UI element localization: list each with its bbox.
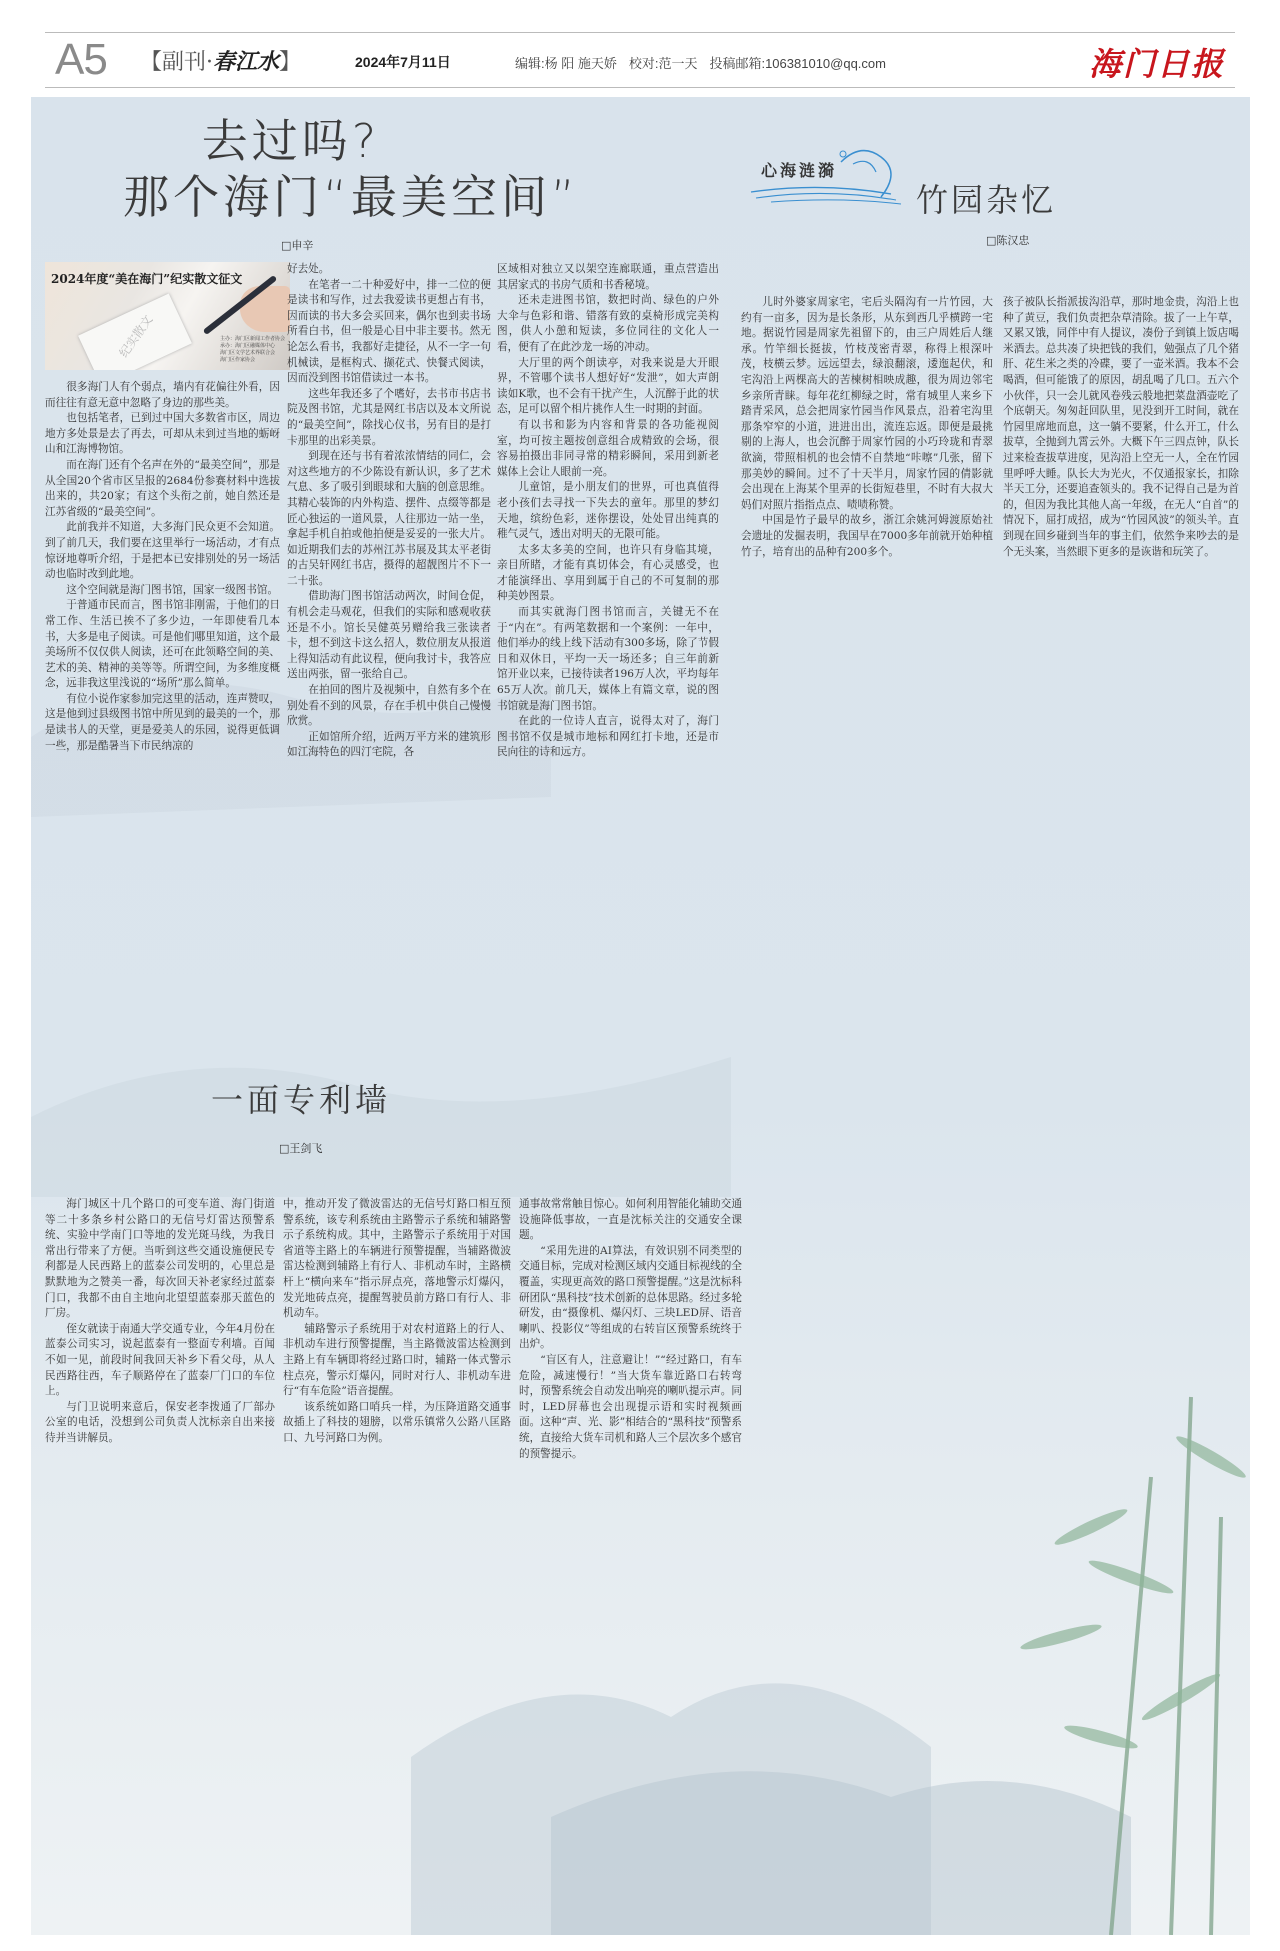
article2-author: □陈汉忠 bbox=[986, 234, 1030, 247]
proofreader: 校对:范一天 bbox=[628, 56, 698, 71]
article3-author: □王剑飞 bbox=[279, 1142, 323, 1155]
paragraph: “盲区有人，注意避让！”“经过路口，有车危险，减速慢行！”当大货车靠近路口右转弯时，预警系统会自动发出响亮的喇叭提示声。同时，LED屏幕也会出现提示语和实时视频画面。这种“声、光、影”相结合的“黑科技”预警系统，直接给大货车司机和路人三个层次多个感官的预警提示。 bbox=[519, 1353, 742, 1460]
organizer: 承办：海门区融媒体中心 bbox=[220, 343, 276, 349]
paragraph: 在此的一位诗人直言，说得太对了，海门图书馆不仅是城市地标和网红打卡地，还是市民向往的诗和远方。 bbox=[497, 715, 719, 759]
newspaper-logo: 海门日报 bbox=[1088, 45, 1225, 83]
section-title: 春江水 bbox=[213, 49, 280, 75]
paragraph: 借助海门图书馆活动两次，时间仓促，有机会走马观花，但我们的实际和感观收获还是不小。馆长吴健英另赠给我三张读者卡，想不到这卡这么招人，数位朋友从报道上得知活动有此议程，便向我讨卡，我答应送出两张，留一张给自己。 bbox=[287, 590, 491, 681]
paragraph: 大厅里的两个朗读亭，对我来说是大开眼界，不管哪个读书人想好好“发泄”，如大声朗读如K歌，也不会有干扰产生，人沉醉于此的状态，足可以留个相片挑作人生一时期的封面。 bbox=[497, 356, 719, 416]
column-label-badge bbox=[731, 142, 911, 212]
paragraph: 好去处。 bbox=[287, 263, 330, 275]
article1-title-line1: 去过吗? bbox=[201, 114, 381, 168]
paragraph: 有位小说作家参加完这里的活动，连声赞叹，这是他到过县级图书馆中所见到的最美的一个，那是读书人的天堂，更是爱美人的乐园，说得更低调一些，那是酷暑当下市民纳凉的 bbox=[45, 692, 280, 752]
paragraph: 太多太多美的空间，也许只有身临其境，亲目所睹，才能有真切体会，有心灵感受，也才能演绎出、享用到属于自己的不可复制的那种美妙图景。 bbox=[497, 543, 719, 603]
paragraph: 在拍回的图片及视频中，自然有多个在别处看不到的风景，存在手机中供自己慢慢欣赏。 bbox=[287, 684, 491, 728]
content-panel bbox=[31, 97, 1250, 1935]
hand bbox=[240, 286, 290, 332]
article1-title bbox=[91, 113, 611, 225]
paragraph: 于普通市民而言，图书馆非刚需，于他们的日常工作、生活已挨不了多少边，一年即使看几本书，大多是电子阅读。可是他们哪里知道，这个最美场所不仅仅供人阅读，还可在此领略空间的美、艺术的美、精神的美等等。所谓空间，为多维度概念，远非我这里浅说的“场所”那么简单。 bbox=[45, 599, 280, 690]
section-name bbox=[140, 45, 301, 76]
organizer: 海门区文学艺术界联合会 bbox=[220, 350, 276, 356]
notebook-text: 纪实散文 bbox=[116, 312, 156, 360]
contest-title: 2024年度“美在海门”纪实散文征文 bbox=[51, 272, 243, 286]
section-suffix: 】 bbox=[279, 50, 302, 75]
editorial-credits bbox=[515, 53, 898, 72]
issue-date: 2024年7月11日 bbox=[355, 54, 451, 70]
paragraph: 孩子被队长指派拔沟沿草，那时地金贵，沟沿上也种了黄豆，我们负责把杂草清除。拔了一上午草，又累又饿，同伴中有人提议，凑份子到镇上饭店喝米酒去。总共凑了块把钱的我们，勉强点了几个猪肝、花生米之类的冷碟，要了一壶米酒。我本不会喝酒，但可能饿了的原因，胡乱喝了几口。五六个小伙伴，只一会儿就风卷残云般地把菜盘酒壶吃了个底朝天。匆匆赶回队里，见没到开工时间，就在竹园里席地而息，这一躺不要紧，什么开工，什么拔草，全抛到九霄云外。大概下午三四点钟，队长过来检查拔草进度，见沟沿上空无一人，全在竹园里呼呼大睡。队长大为光火，不仅通报家长，扣除半天工分，还要追查领头的。我不记得自己是为首的，但因为我比其他人高一年级，在无人“自首”的情况下，屈打成招，成为“竹园风波”的领头羊。直到现在回乡碰到当年的事主们，依然争来吵去的是个无头案，当然眼下更多的是诙谐和玩笑了。 bbox=[1003, 296, 1239, 558]
article3-column-1 bbox=[45, 1197, 275, 1447]
paragraph: 而其实就海门图书馆而言，关键无不在于“内在”。有两笔数据和一个案例：一年中，他们举办的线上线下活动有300多场，除了节假日和双休日，平均一天一场还多；自三年前新馆开业以来，已接待读者196万人次，平均每年65万人次。前几天，媒体上有篇文章，说的图书馆就是海门图书馆。 bbox=[497, 606, 719, 712]
column-label: 心海涟漪 bbox=[761, 161, 838, 180]
paragraph: 辅路警示子系统用于对农村道路上的行人、非机动车进行预警提醒，当主路微波雷达检测到主路上有车辆即将经过路口时，辅路一体式警示柱点亮，警示灯爆闪，同时对行人、非机动车进行“有车危险”语音提醒。 bbox=[283, 1322, 511, 1398]
paragraph: 区域相对独立又以架空连廊联通，重点营造出其居家式的书房气质和书香秘境。 bbox=[497, 263, 719, 291]
bamboo-leaves bbox=[1019, 1432, 1249, 1753]
paragraph: 而在海门还有个名声在外的“最美空间”，那是从全国20个省市区呈报的2684份参赛材料中选拔出来的，共20家；有这个头衔之前，她自然还是江苏省级的“最美空间”。 bbox=[45, 458, 280, 518]
paragraph: 有以书和影为内容和背景的各功能视阅室，均可按主题按创意组合成精致的会场，很容易拍摄出非同寻常的精彩瞬间，采用到新老媒体上会让人眼前一亮。 bbox=[497, 418, 719, 478]
article2-column-1 bbox=[741, 295, 993, 560]
section-prefix: 【副刊· bbox=[140, 50, 213, 75]
paragraph: 儿童馆，是小朋友们的世界，可也真值得老小孩们去寻找一下失去的童年。那里的梦幻天地，缤纷色彩，迷你摆设，处处冒出纯真的稚气灵气，透出对明天的无限可能。 bbox=[497, 481, 719, 541]
paragraph: 中国是竹子最早的故乡，浙江余姚河姆渡原始社会遗址的发掘表明，我国早在7000多年前就开始种植竹子，培育出的品种有200多个。 bbox=[741, 514, 993, 558]
organizer: 海门区作家协会 bbox=[220, 357, 256, 363]
paragraph: 与门卫说明来意后，保安老李拨通了厂部办公室的电话，没想到公司负责人沈标亲自出来接待并当讲解员。 bbox=[45, 1400, 275, 1444]
article2-column-2 bbox=[1003, 295, 1239, 560]
paragraph: 也包括笔者，已到过中国大多数省市区，周边地方多处景是去了再去，可却从未到过当地的蛎岈山和江海博物馆。 bbox=[45, 412, 280, 456]
page-number: A5 bbox=[55, 35, 107, 84]
paragraph: 海门城区十几个路口的可变车道、海门街道等二十多条乡村公路口的无信号灯雷达预警系统、实验中学南门口等地的发光斑马线，为我日常出行带来了方便。当听到这些交通设施便民专利都是人民西路上的蓝泰公司发明的，心里总是默默地为之赞美一番，每次回天补老家经过蓝泰门口，我都不由自主地向北望望蓝泰那天蓝色的厂房。 bbox=[45, 1198, 275, 1320]
article3-title: 一面专利墙 bbox=[210, 1081, 391, 1119]
essay-contest-image bbox=[45, 262, 290, 370]
header-top-rule bbox=[45, 32, 1235, 33]
contest-organizers bbox=[220, 336, 285, 364]
paragraph: “采用先进的AI算法，有效识别不同类型的交通目标，完成对检测区域内交通目标视线的全覆盖，实现更高效的路口预警提醒。”这是沈标科研团队“黑科技”技术创新的总体思路。经过多轮研发，由“摄像机、爆闪灯、三块LED屏、语音喇叭、投影仪”等组成的右转盲区预警系统终于出炉。 bbox=[519, 1244, 742, 1351]
paragraph: 到现在还与书有着浓浓情结的同仁，会对这些地方的不少陈设有新认识，多了艺术气息、多了吸引到眼球和大脑的创意思维。其精心装饰的内外构造、摆件、点缀等都是匠心独运的一道风景，人往那边一站一坐，拿起手机自拍或他拍便是妥妥的一张大片。如近期我们去的苏州江苏书展及其太平老街的古吴轩网红书店，摄得的超靓图片不下一二十张。 bbox=[287, 450, 491, 587]
paragraph: 通事故常常触目惊心。如何利用智能化辅助交通设施降低事故，一直是沈标关注的交通安全课题。 bbox=[519, 1198, 742, 1242]
organizer: 主办：海门区新闻工作者协会 bbox=[220, 336, 286, 342]
article1-column-3 bbox=[497, 262, 719, 761]
paragraph: 还未走进图书馆，数把时尚、绿色的户外大伞与色彩和谐、错落有致的桌椅形成完美构图，供人小憩和短读，多位同往的文化人一看，便有了在此沙龙一场的冲动。 bbox=[497, 294, 719, 353]
paragraph: 侄女就读于南通大学交通专业，今年4月份在蓝泰公司实习，说起蓝泰有一整面专利墙。百闻不如一见，前段时间我回天补乡下看父母，从人民西路往西，车子顺路停在了蓝泰厂门口的车位上。 bbox=[45, 1322, 275, 1398]
notebook bbox=[78, 293, 192, 370]
paragraph: 正如馆所介绍，近两万平方米的建筑形如江海特色的四汀宅院，各 bbox=[287, 730, 491, 759]
paragraph: 儿时外婆家周家宅，宅后头隔沟有一片竹园，大约有一亩多，因为是长条形，从东到西几乎横跨一宅地。据说竹园是周家先祖留下的，由三户周姓后人继承。竹竿细长挺拔，竹枝茂密青翠，称得上根深叶茂，枝横云梦。远远望去，绿浪翻滚，逶迤起伏，和宅沟沿上两棵高大的苦楝树相映成趣，很为周边邻宅乡亲所青睐。每年花红柳绿之时，常有城里人来乡下踏青采风，总会把周家竹园当作风景点，沿着宅沟里那条窄窄的小道，进进出出，流连忘返。即便是最挑剔的上海人，也会沉醉于周家竹园的小巧玲珑和青翠欲滴，带照相机的也会情不自禁地“咔嚓”几张，留下那美妙的瞬间。过不了十天半月，周家竹园的倩影就会出现在上海某个里弄的长街短巷里，不时有大叔大妈们对照片指指点点、啧啧称赞。 bbox=[741, 296, 993, 511]
article1-column-2 bbox=[287, 262, 491, 761]
paragraph: 中，推动开发了微波雷达的无信号灯路口相互预警系统，该专利系统由主路警示子系统和辅路警示子系统构成。其中，主路警示子系统用于对国省道等主路上的车辆进行预警提醒，当辅路微波雷达检测到辅路上有行人、非机动车时，主路横杆上“横向来车”指示屏点亮，落地警示灯爆闪，发光地砖点亮，提醒驾驶员前方路口有行人、非机动车。 bbox=[283, 1198, 511, 1320]
article2-title: 竹园杂忆 bbox=[915, 181, 1056, 219]
submission-email: 投稿邮箱:106381010@qq.com bbox=[709, 56, 886, 71]
article1-author: □申辛 bbox=[281, 239, 314, 252]
paragraph: 很多海门人有个弱点，墙内有花偏往外看，因而往往有意无意中忽略了身边的那些美。 bbox=[45, 381, 280, 409]
page-header bbox=[45, 37, 1235, 87]
paragraph: 在笔者一二十种爱好中，排一二位的便是读书和写作，过去我爱读书更想占有书，因而读的书大多会买回来，偶尔也到卖书场所看白书，但一般是心目中非主要书。然无论怎么看书，我都好走捷径，从不一字一句机械读，是框构式、撷花式、快餐式阅读，因而没到图书馆借读过一本书。 bbox=[287, 278, 491, 385]
article1-column-1 bbox=[45, 380, 280, 754]
header-bottom-rule bbox=[45, 87, 1235, 88]
paragraph: 这些年我还多了个嗜好，去书市书店书院及图书馆，尤其是网红书店以及本文所说的“最美空间”，除找心仪书，另有目的是打卡那里的出彩美景。 bbox=[287, 387, 491, 447]
article3-column-3 bbox=[519, 1197, 742, 1462]
paragraph: 该系统如路口哨兵一样，为压降道路交通事故插上了科技的翅膀，以常乐镇常久公路八匡路口、九号河路口为例。 bbox=[283, 1400, 511, 1444]
editors: 编辑:杨 阳 施天娇 bbox=[515, 56, 617, 71]
article3-column-2 bbox=[283, 1197, 511, 1447]
article1-title-line2: 那个海门“最美空间” bbox=[123, 170, 579, 224]
paragraph: 此前我并不知道，大多海门民众更不会知道。到了前几天，我们要在这里举行一场活动，才有点惊讶地尊听介绍，于是把本已安排别处的另一场活动也临时改到此地。 bbox=[45, 521, 280, 581]
paragraph: 这个空间就是海门图书馆，国家一级图书馆。 bbox=[66, 583, 279, 596]
